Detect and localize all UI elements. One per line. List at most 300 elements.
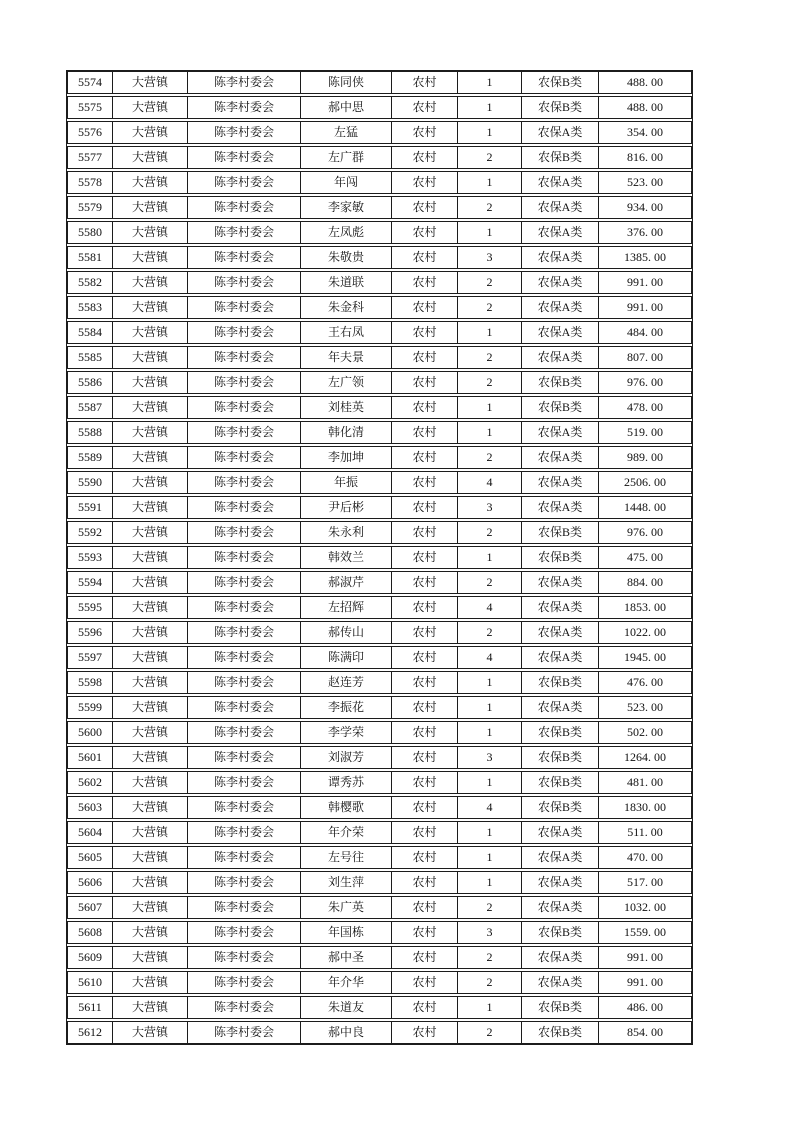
cell-insurance-type: 农保A类: [522, 697, 599, 718]
cell-person-count: 4: [458, 647, 522, 668]
cell-person-name: 左猛: [301, 122, 392, 143]
table-row: [67, 221, 692, 244]
cell-amount: 1264. 00: [624, 750, 666, 764]
cell-person-name: 朱道联: [301, 272, 392, 293]
cell-village-committee: 陈李村委会: [188, 1022, 301, 1043]
cell-town: 大营镇: [113, 597, 188, 618]
cell-village-committee: 陈李村委会: [188, 622, 301, 643]
cell-person-name: 陈同侠: [301, 72, 392, 93]
cell-household-category: 农村: [392, 522, 458, 543]
cell-village-committee: 陈李村委会: [188, 822, 301, 843]
cell-amount: 1559. 00: [624, 925, 666, 939]
cell-person-name: 赵连芳: [301, 672, 392, 693]
cell-insurance-type: 农保B类: [522, 772, 599, 793]
cell-amount: 475. 00: [627, 550, 663, 564]
cell-village-committee: 陈李村委会: [188, 172, 301, 193]
cell-person-count: 1: [458, 422, 522, 443]
cell-insurance-type: 农保A类: [522, 422, 599, 443]
cell-insurance-type: 农保A类: [522, 897, 599, 918]
table-row: [67, 571, 692, 594]
cell-household-category: 农村: [392, 272, 458, 293]
cell-household-category: 农村: [392, 347, 458, 368]
cell-insurance-type: 农保A类: [522, 222, 599, 243]
cell-town: 大营镇: [113, 297, 188, 318]
cell-insurance-type: 农保A类: [522, 572, 599, 593]
cell-household-category: 农村: [392, 872, 458, 893]
cell-household-category: 农村: [392, 97, 458, 118]
cell-town: 大营镇: [113, 122, 188, 143]
cell-household-category: 农村: [392, 222, 458, 243]
cell-amount: 934. 00: [627, 200, 663, 214]
cell-insurance-type: 农保A类: [522, 322, 599, 343]
cell-town: 大营镇: [113, 622, 188, 643]
cell-village-committee: 陈李村委会: [188, 322, 301, 343]
cell-seq: 5593: [68, 547, 113, 568]
cell-seq: 5586: [68, 372, 113, 393]
cell-household-category: 农村: [392, 747, 458, 768]
table-row: [67, 846, 692, 869]
cell-household-category: 农村: [392, 172, 458, 193]
cell-household-category: 农村: [392, 472, 458, 493]
cell-household-category: 农村: [392, 847, 458, 868]
cell-village-committee: 陈李村委会: [188, 847, 301, 868]
cell-insurance-type: 农保A类: [522, 497, 599, 518]
cell-household-category: 农村: [392, 722, 458, 743]
cell-insurance-type: 农保B类: [522, 547, 599, 568]
cell-household-category: 农村: [392, 447, 458, 468]
cell-village-committee: 陈李村委会: [188, 997, 301, 1018]
cell-person-name: 尹后彬: [301, 497, 392, 518]
cell-town: 大营镇: [113, 672, 188, 693]
cell-amount: 1853. 00: [624, 600, 666, 614]
cell-insurance-type: 农保B类: [522, 722, 599, 743]
cell-person-name: 李振花: [301, 697, 392, 718]
table-row: [67, 496, 692, 519]
cell-insurance-type: 农保A类: [522, 122, 599, 143]
cell-household-category: 农村: [392, 372, 458, 393]
cell-amount: 502. 00: [627, 725, 663, 739]
table-row: [67, 271, 692, 294]
cell-seq: 5575: [68, 97, 113, 118]
cell-amount: 991. 00: [627, 950, 663, 964]
cell-household-category: 农村: [392, 572, 458, 593]
cell-person-name: 李学荣: [301, 722, 392, 743]
cell-town: 大营镇: [113, 472, 188, 493]
cell-person-name: 年夫景: [301, 347, 392, 368]
cell-village-committee: 陈李村委会: [188, 397, 301, 418]
cell-person-count: 3: [458, 922, 522, 943]
cell-amount: 488. 00: [627, 100, 663, 114]
cell-amount: 354. 00: [627, 125, 663, 139]
cell-village-committee: 陈李村委会: [188, 372, 301, 393]
cell-town: 大营镇: [113, 97, 188, 118]
cell-insurance-type: 农保A类: [522, 822, 599, 843]
cell-insurance-type: 农保A类: [522, 197, 599, 218]
cell-town: 大营镇: [113, 997, 188, 1018]
cell-person-count: 2: [458, 1022, 522, 1043]
cell-town: 大营镇: [113, 797, 188, 818]
cell-amount: 481. 00: [627, 775, 663, 789]
cell-amount: 517. 00: [627, 875, 663, 889]
cell-insurance-type: 农保B类: [522, 522, 599, 543]
cell-person-count: 2: [458, 347, 522, 368]
cell-amount: 476. 00: [627, 675, 663, 689]
cell-household-category: 农村: [392, 622, 458, 643]
table-row: [67, 921, 692, 944]
table-row: [67, 896, 692, 919]
table-row: [67, 746, 692, 769]
cell-person-count: 1: [458, 222, 522, 243]
cell-seq: 5597: [68, 647, 113, 668]
cell-person-name: 左凤彪: [301, 222, 392, 243]
cell-town: 大营镇: [113, 522, 188, 543]
cell-seq: 5596: [68, 622, 113, 643]
cell-person-count: 4: [458, 797, 522, 818]
cell-person-count: 1: [458, 722, 522, 743]
cell-town: 大营镇: [113, 897, 188, 918]
cell-village-committee: 陈李村委会: [188, 72, 301, 93]
cell-amount: 816. 00: [627, 150, 663, 164]
cell-town: 大营镇: [113, 847, 188, 868]
cell-seq: 5585: [68, 347, 113, 368]
cell-person-count: 2: [458, 372, 522, 393]
table-row: [67, 546, 692, 569]
cell-insurance-type: 农保A类: [522, 647, 599, 668]
cell-town: 大营镇: [113, 272, 188, 293]
cell-person-count: 2: [458, 947, 522, 968]
benefits-table: [66, 70, 693, 1045]
cell-person-count: 2: [458, 147, 522, 168]
cell-village-committee: 陈李村委会: [188, 597, 301, 618]
cell-amount: 1022. 00: [624, 625, 666, 639]
cell-amount: 989. 00: [627, 450, 663, 464]
cell-insurance-type: 农保B类: [522, 672, 599, 693]
cell-person-name: 朱永利: [301, 522, 392, 543]
cell-seq: 5588: [68, 422, 113, 443]
cell-seq: 5604: [68, 822, 113, 843]
table-row: [67, 471, 692, 494]
cell-household-category: 农村: [392, 597, 458, 618]
cell-person-name: 年介荣: [301, 822, 392, 843]
cell-seq: 5600: [68, 722, 113, 743]
cell-town: 大营镇: [113, 547, 188, 568]
cell-person-count: 1: [458, 322, 522, 343]
cell-seq: 5607: [68, 897, 113, 918]
cell-seq: 5594: [68, 572, 113, 593]
cell-person-count: 2: [458, 522, 522, 543]
cell-insurance-type: 农保A类: [522, 597, 599, 618]
table-row: [67, 946, 692, 969]
cell-household-category: 农村: [392, 972, 458, 993]
cell-town: 大营镇: [113, 1022, 188, 1043]
cell-person-name: 李家敏: [301, 197, 392, 218]
cell-amount: 1448. 00: [624, 500, 666, 514]
cell-amount: 511. 00: [627, 825, 663, 839]
cell-town: 大营镇: [113, 922, 188, 943]
table-row: [67, 771, 692, 794]
cell-insurance-type: 农保A类: [522, 847, 599, 868]
cell-person-count: 2: [458, 297, 522, 318]
cell-household-category: 农村: [392, 922, 458, 943]
cell-town: 大营镇: [113, 447, 188, 468]
cell-person-count: 4: [458, 472, 522, 493]
cell-village-committee: 陈李村委会: [188, 347, 301, 368]
cell-household-category: 农村: [392, 122, 458, 143]
cell-person-name: 朱道友: [301, 997, 392, 1018]
cell-seq: 5612: [68, 1022, 113, 1043]
cell-person-count: 2: [458, 572, 522, 593]
cell-insurance-type: 农保A类: [522, 947, 599, 968]
cell-amount: 519. 00: [627, 425, 663, 439]
cell-amount: 884. 00: [627, 575, 663, 589]
cell-person-name: 朱金科: [301, 297, 392, 318]
cell-village-committee: 陈李村委会: [188, 747, 301, 768]
table-row: [67, 971, 692, 994]
cell-insurance-type: 农保A类: [522, 297, 599, 318]
cell-town: 大营镇: [113, 647, 188, 668]
cell-seq: 5592: [68, 522, 113, 543]
cell-person-count: 1: [458, 997, 522, 1018]
cell-town: 大营镇: [113, 747, 188, 768]
cell-person-name: 刘生萍: [301, 872, 392, 893]
cell-seq: 5589: [68, 447, 113, 468]
table-row: [67, 96, 692, 119]
cell-seq: 5578: [68, 172, 113, 193]
cell-village-committee: 陈李村委会: [188, 947, 301, 968]
cell-person-count: 2: [458, 622, 522, 643]
cell-insurance-type: 农保B类: [522, 997, 599, 1018]
cell-insurance-type: 农保A类: [522, 172, 599, 193]
cell-seq: 5606: [68, 872, 113, 893]
cell-seq: 5579: [68, 197, 113, 218]
cell-amount: 1385. 00: [624, 250, 666, 264]
cell-insurance-type: 农保B类: [522, 1022, 599, 1043]
cell-household-category: 农村: [392, 247, 458, 268]
cell-person-name: 韩樱歌: [301, 797, 392, 818]
cell-insurance-type: 农保A类: [522, 272, 599, 293]
cell-seq: 5583: [68, 297, 113, 318]
cell-household-category: 农村: [392, 697, 458, 718]
cell-town: 大营镇: [113, 322, 188, 343]
cell-person-count: 1: [458, 772, 522, 793]
table-row: [67, 321, 692, 344]
cell-person-count: 1: [458, 672, 522, 693]
cell-seq: 5609: [68, 947, 113, 968]
table-row: [67, 621, 692, 644]
cell-person-name: 谭秀苏: [301, 772, 392, 793]
cell-village-committee: 陈李村委会: [188, 697, 301, 718]
cell-town: 大营镇: [113, 222, 188, 243]
cell-household-category: 农村: [392, 822, 458, 843]
cell-village-committee: 陈李村委会: [188, 572, 301, 593]
cell-seq: 5576: [68, 122, 113, 143]
cell-person-name: 刘桂英: [301, 397, 392, 418]
table-row: [67, 121, 692, 144]
cell-person-count: 1: [458, 122, 522, 143]
cell-village-committee: 陈李村委会: [188, 722, 301, 743]
cell-insurance-type: 农保A类: [522, 472, 599, 493]
cell-person-count: 1: [458, 697, 522, 718]
cell-person-name: 郝淑芹: [301, 572, 392, 593]
cell-village-committee: 陈李村委会: [188, 197, 301, 218]
cell-amount: 807. 00: [627, 350, 663, 364]
cell-person-count: 1: [458, 847, 522, 868]
cell-person-name: 郝中良: [301, 1022, 392, 1043]
cell-seq: 5608: [68, 922, 113, 943]
cell-village-committee: 陈李村委会: [188, 647, 301, 668]
cell-seq: 5584: [68, 322, 113, 343]
cell-seq: 5580: [68, 222, 113, 243]
cell-village-committee: 陈李村委会: [188, 872, 301, 893]
cell-seq: 5590: [68, 472, 113, 493]
cell-amount: 976. 00: [627, 375, 663, 389]
table-row: [67, 396, 692, 419]
cell-insurance-type: 农保B类: [522, 147, 599, 168]
cell-town: 大营镇: [113, 347, 188, 368]
cell-person-name: 李加坤: [301, 447, 392, 468]
table-row: [67, 171, 692, 194]
cell-person-name: 郝传山: [301, 622, 392, 643]
cell-seq: 5598: [68, 672, 113, 693]
cell-person-name: 年闯: [301, 172, 392, 193]
cell-village-committee: 陈李村委会: [188, 272, 301, 293]
cell-person-count: 2: [458, 972, 522, 993]
cell-person-name: 王右凤: [301, 322, 392, 343]
cell-insurance-type: 农保B类: [522, 397, 599, 418]
cell-village-committee: 陈李村委会: [188, 897, 301, 918]
cell-seq: 5577: [68, 147, 113, 168]
cell-person-count: 3: [458, 247, 522, 268]
cell-town: 大营镇: [113, 497, 188, 518]
cell-person-count: 1: [458, 872, 522, 893]
cell-village-committee: 陈李村委会: [188, 247, 301, 268]
cell-village-committee: 陈李村委会: [188, 122, 301, 143]
cell-village-committee: 陈李村委会: [188, 297, 301, 318]
table-row: [67, 71, 692, 94]
table-row: [67, 796, 692, 819]
cell-town: 大营镇: [113, 247, 188, 268]
cell-household-category: 农村: [392, 297, 458, 318]
cell-seq: 5599: [68, 697, 113, 718]
cell-person-name: 左号往: [301, 847, 392, 868]
cell-person-count: 1: [458, 397, 522, 418]
table-row: [67, 196, 692, 219]
cell-insurance-type: 农保A类: [522, 447, 599, 468]
cell-seq: 5611: [68, 997, 113, 1018]
table-row: [67, 696, 692, 719]
cell-amount: 991. 00: [627, 975, 663, 989]
cell-amount: 376. 00: [627, 225, 663, 239]
cell-town: 大营镇: [113, 172, 188, 193]
cell-town: 大营镇: [113, 722, 188, 743]
cell-village-committee: 陈李村委会: [188, 222, 301, 243]
cell-village-committee: 陈李村委会: [188, 97, 301, 118]
cell-person-name: 左招辉: [301, 597, 392, 618]
cell-household-category: 农村: [392, 322, 458, 343]
cell-person-name: 年国栋: [301, 922, 392, 943]
cell-household-category: 农村: [392, 147, 458, 168]
cell-person-count: 2: [458, 897, 522, 918]
cell-seq: 5603: [68, 797, 113, 818]
table-row: [67, 246, 692, 269]
cell-person-name: 朱广英: [301, 897, 392, 918]
cell-person-count: 2: [458, 197, 522, 218]
cell-person-count: 3: [458, 747, 522, 768]
cell-person-count: 1: [458, 72, 522, 93]
cell-village-committee: 陈李村委会: [188, 147, 301, 168]
cell-village-committee: 陈李村委会: [188, 422, 301, 443]
table-row: [67, 371, 692, 394]
cell-amount: 470. 00: [627, 850, 663, 864]
table-row: [67, 646, 692, 669]
cell-village-committee: 陈李村委会: [188, 922, 301, 943]
cell-insurance-type: 农保A类: [522, 972, 599, 993]
cell-amount: 2506. 00: [624, 475, 666, 489]
cell-town: 大营镇: [113, 422, 188, 443]
cell-household-category: 农村: [392, 947, 458, 968]
cell-town: 大营镇: [113, 947, 188, 968]
table-row: [67, 821, 692, 844]
cell-town: 大营镇: [113, 772, 188, 793]
cell-insurance-type: 农保B类: [522, 372, 599, 393]
cell-household-category: 农村: [392, 897, 458, 918]
cell-household-category: 农村: [392, 1022, 458, 1043]
cell-town: 大营镇: [113, 397, 188, 418]
cell-town: 大营镇: [113, 372, 188, 393]
table-row: [67, 346, 692, 369]
cell-person-name: 陈满印: [301, 647, 392, 668]
cell-person-name: 刘淑芳: [301, 747, 392, 768]
cell-amount: 523. 00: [627, 700, 663, 714]
cell-person-count: 1: [458, 172, 522, 193]
cell-insurance-type: 农保B类: [522, 922, 599, 943]
cell-seq: 5581: [68, 247, 113, 268]
table-row: [67, 596, 692, 619]
cell-seq: 5610: [68, 972, 113, 993]
cell-seq: 5574: [68, 72, 113, 93]
cell-seq: 5595: [68, 597, 113, 618]
cell-household-category: 农村: [392, 997, 458, 1018]
table-row: [67, 996, 692, 1019]
cell-amount: 488. 00: [627, 75, 663, 89]
cell-person-name: 朱敬贵: [301, 247, 392, 268]
table-row: [67, 671, 692, 694]
cell-person-name: 韩化清: [301, 422, 392, 443]
cell-person-name: 年介华: [301, 972, 392, 993]
cell-village-committee: 陈李村委会: [188, 672, 301, 693]
table-row: [67, 721, 692, 744]
cell-person-count: 2: [458, 447, 522, 468]
cell-household-category: 农村: [392, 397, 458, 418]
cell-person-name: 左广领: [301, 372, 392, 393]
table-row: [67, 296, 692, 319]
cell-town: 大营镇: [113, 972, 188, 993]
cell-insurance-type: 农保A类: [522, 872, 599, 893]
cell-person-count: 3: [458, 497, 522, 518]
cell-household-category: 农村: [392, 497, 458, 518]
cell-insurance-type: 农保A类: [522, 247, 599, 268]
cell-village-committee: 陈李村委会: [188, 522, 301, 543]
cell-person-count: 1: [458, 547, 522, 568]
cell-household-category: 农村: [392, 672, 458, 693]
cell-amount: 478. 00: [627, 400, 663, 414]
cell-person-count: 1: [458, 97, 522, 118]
cell-person-count: 4: [458, 597, 522, 618]
cell-amount: 991. 00: [627, 275, 663, 289]
cell-person-count: 2: [458, 272, 522, 293]
cell-seq: 5587: [68, 397, 113, 418]
cell-seq: 5591: [68, 497, 113, 518]
